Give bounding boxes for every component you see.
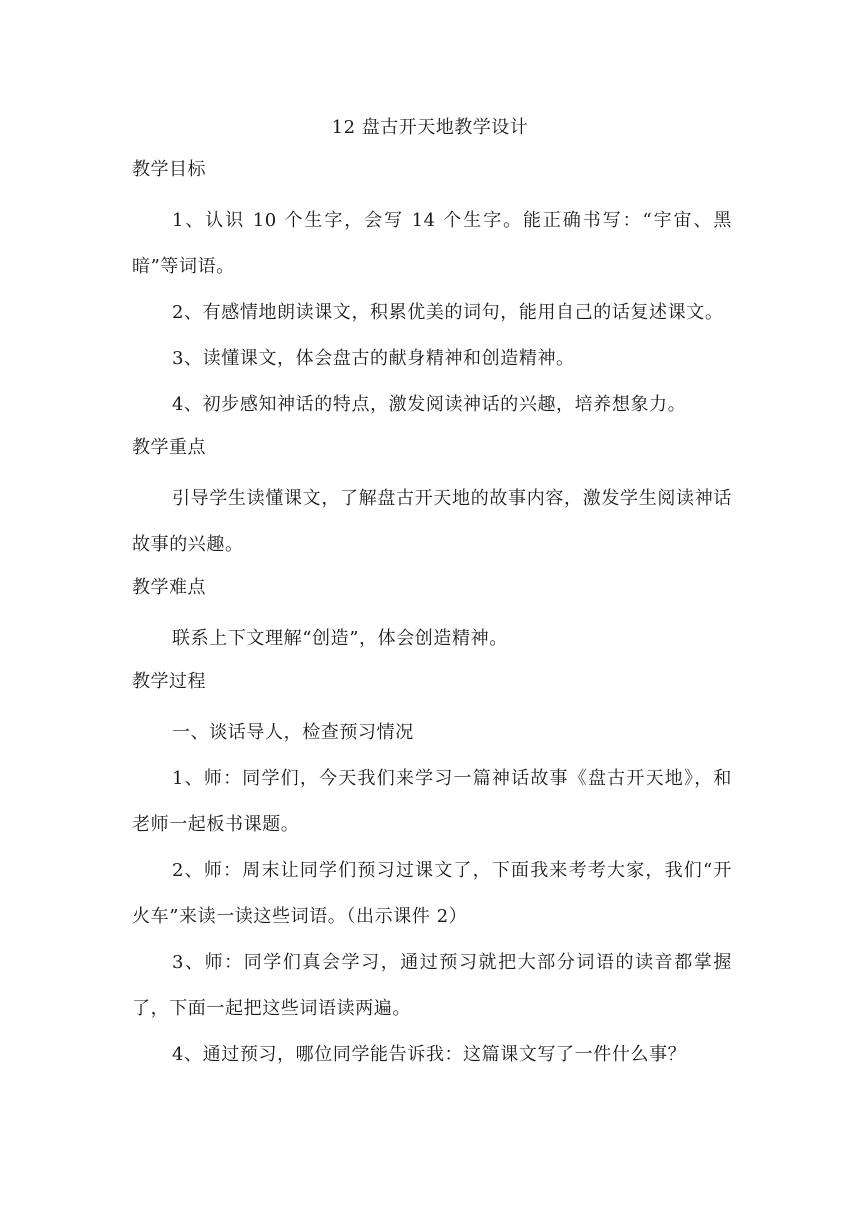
paragraph: 联系上下文理解“创造”，体会创造精神。 [172,628,508,649]
section-key-points [132,434,732,568]
paragraph: 4、通过预习，哪位同学能告诉我：这篇课文写了一件什么事？ [172,1044,687,1065]
paragraph: 3、师：同学们真会学习，通过预习就把大部分词语的读音都掌握了，下面一起把这些词语读两遍。 [132,952,732,1019]
document-title: 12 盘古开天地教学设计 [331,117,529,138]
paragraph: 3、读懂课文，体会盘古的献身精神和创造精神。 [172,348,575,369]
section-objectives [132,156,732,428]
section-difficulties [132,574,732,662]
paragraph: 2、师：周末让同学们预习过课文了，下面我来考考大家，我们“开火车”来读一读这些词语。（出示课件 2） [132,860,732,927]
paragraph: 1、认识 10 个生字，会写 14 个生字。能正确书写：“宇宙、黑暗”等词语。 [132,210,732,277]
section-process [132,668,732,1078]
section-heading: 教学目标 [132,159,206,180]
paragraph: 一、谈话导人，检查预习情况 [172,722,414,743]
section-heading: 教学过程 [132,671,206,692]
paragraph: 2、有感情地朗读课文，积累优美的词句，能用自己的话复述课文。 [172,302,724,323]
section-heading: 教学难点 [132,577,206,598]
section-heading: 教学重点 [132,437,206,458]
paragraph: 引导学生读懂课文，了解盘古开天地的故事内容，激发学生阅读神话故事的兴趣。 [132,488,732,555]
document-body [132,156,732,1078]
paragraph: 1、师：同学们，今天我们来学习一篇神话故事《盘古开天地》，和老师一起板书课题。 [132,768,732,835]
paragraph: 4、初步感知神话的特点，激发阅读神话的兴趣，培养想象力。 [172,394,687,415]
